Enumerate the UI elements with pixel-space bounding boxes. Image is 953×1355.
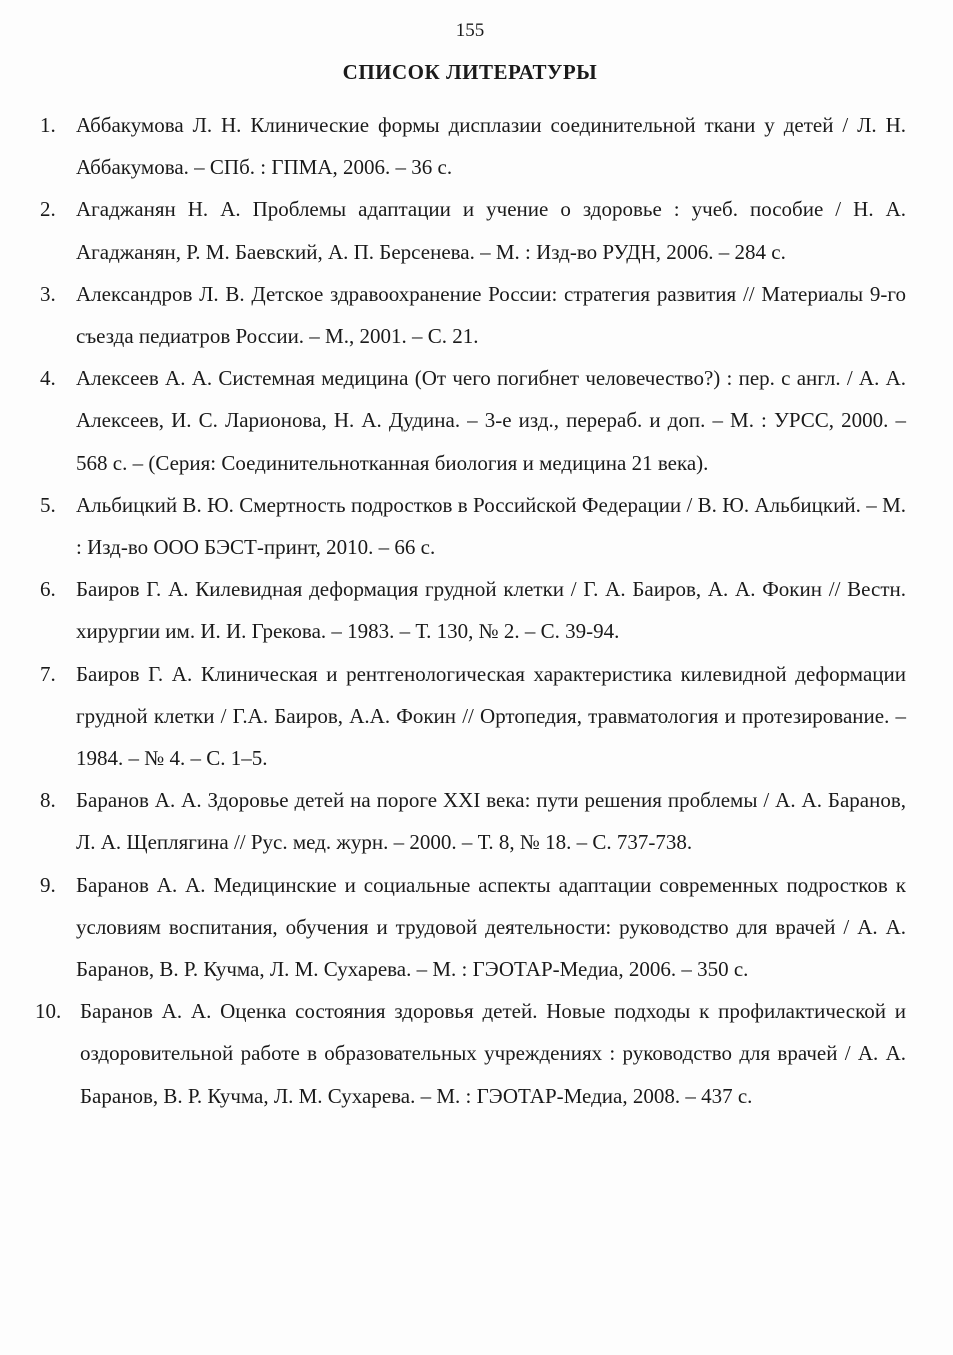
- reference-number: 8.: [40, 788, 56, 813]
- reference-text: Баранов А. А. Оценка состояния здоровья детей. Новые подходы к профилактической и оздоровительной работе в образовательных учреждениях : руководство для врачей / А. А. Баранов, В. Р. Кучма, Л. М. Сухарева. – М. : ГЭОТАР-Медиа, 2008. – 437 с.: [80, 999, 906, 1108]
- reference-number: 9.: [40, 872, 56, 897]
- reference-number: 6.: [40, 577, 56, 602]
- reference-text: Агаджанян Н. А. Проблемы адаптации и учение о здоровье : учеб. пособие / Н. А. Агаджанян, Р. М. Баевский, А. П. Берсенева. – М. : Изд-во РУДН, 2006. – 284 с.: [76, 197, 906, 264]
- reference-item: [40, 568, 906, 652]
- reference-number: 4.: [40, 366, 56, 391]
- reference-item: [40, 273, 906, 357]
- reference-item: [40, 188, 906, 272]
- reference-item: [35, 990, 906, 1117]
- page-number: 155: [455, 20, 485, 41]
- reference-text: Баранов А. А. Медицинские и социальные аспекты адаптации современных подростков к условиям воспитания, обучения и трудовой деятельности: руководство для врачей / А. А. Баранов, В. Р. Кучма, Л. М. Сухарева. – М. : ГЭОТАР-Медиа, 2006. – 350 с.: [76, 872, 906, 982]
- reference-item: [40, 779, 906, 863]
- reference-text: Аббакумова Л. Н. Клинические формы дисплазии соединительной ткани у детей / Л. Н. Аббакумова. – СПб. : ГПМА, 2006. – 36 с.: [76, 113, 906, 180]
- reference-number: 3.: [40, 281, 56, 306]
- reference-number: 10.: [35, 999, 62, 1024]
- reference-item: [40, 357, 906, 484]
- reference-number: 7.: [40, 661, 56, 686]
- reference-item: [40, 864, 906, 991]
- reference-item: [40, 484, 906, 568]
- reference-number: 5.: [40, 492, 56, 517]
- reference-list: [35, 104, 906, 1117]
- reference-text: Баранов А. А. Здоровье детей на пороге XXI века: пути решения проблемы / А. А. Баранов, Л. А. Щеплягина // Рус. мед. журн. – 2000. – Т. 8, № 18. – С. 737-738.: [76, 788, 906, 855]
- reference-number: 1.: [40, 113, 56, 137]
- reference-text: Баиров Г. А. Килевидная деформация грудной клетки / Г. А. Баиров, А. А. Фокин // Вестн. хирургии им. И. И. Грекова. – 1983. – Т. 130, № 2. – С. 39-94.: [76, 577, 906, 644]
- reference-text: Алексеев А. А. Системная медицина (От чего погибнет человечество?) : пер. с англ. / А. А. Алексеев, И. С. Ларионова, Н. А. Дудина. – 3-е изд., перераб. и доп. – М. : УРСС, 2000. – 568 с. – (Серия: Соединительнотканная биология и медицина 21 века).: [76, 366, 906, 475]
- reference-text: Баиров Г. А. Клиническая и рентгенологическая характеристика килевидной деформации грудной клетки / Г.А. Баиров, А.А. Фокин // Ортопедия, травматология и протезирование. – 1984. – № 4. – С. 1–5.: [76, 661, 906, 771]
- reference-text: Александров Л. В. Детское здравоохранение России: стратегия развития // Материалы 9-го съезда педиатров России. – М., 2001. – С. 21.: [76, 281, 906, 349]
- page-title: СПИСОК ЛИТЕРАТУРЫ: [342, 60, 598, 84]
- reference-text: Альбицкий В. Ю. Смертность подростков в Российской Федерации / В. Ю. Альбицкий. – М. : Изд-во ООО БЭСТ-принт, 2010. – 66 с.: [76, 492, 906, 560]
- reference-item: [40, 104, 906, 188]
- reference-number: 2.: [40, 197, 56, 222]
- reference-item: [40, 653, 906, 780]
